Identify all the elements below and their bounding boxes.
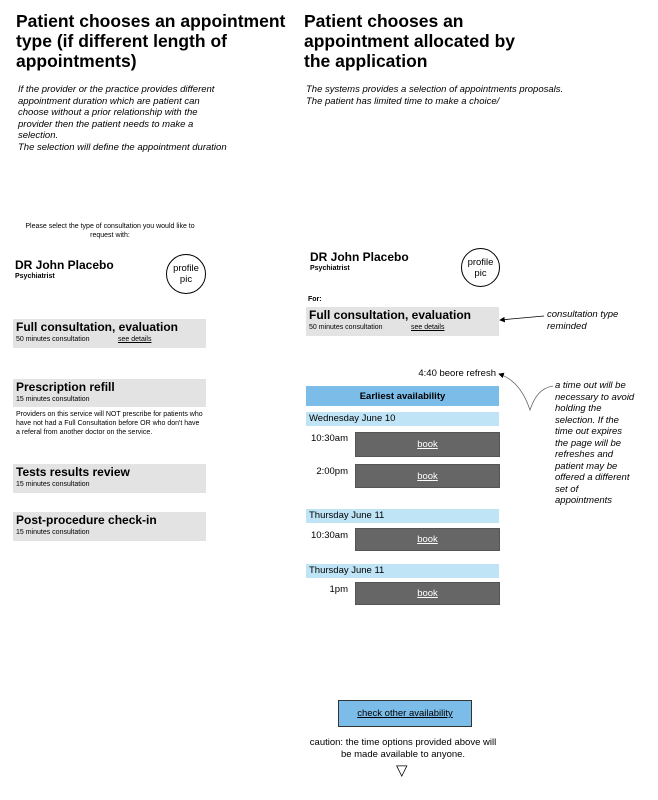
slot-time: 1pm [329, 584, 348, 595]
right-description: The systems provides a selection of appointments proposals. The patient has limited time to make a choice/ [306, 84, 564, 107]
day-header: Thursday June 11 [306, 509, 499, 523]
slot-time: 10:30am [311, 530, 348, 541]
day-header: Thursday June 11 [306, 564, 499, 578]
earliest-availability-header: Earliest availability [306, 386, 499, 406]
doctor-name: DR John Placebo [15, 258, 114, 272]
slot-time: 10:30am [311, 433, 348, 444]
book-button[interactable]: book [355, 464, 500, 488]
option-title: Post-procedure check-in [16, 513, 157, 527]
selected-duration: 50 minutes consultation [309, 324, 383, 331]
slot-time: 2:00pm [316, 466, 348, 477]
option-title: Prescription refill [16, 380, 115, 394]
selected-title: Full consultation, evaluation [309, 308, 472, 322]
annotation-timeout: a time out will be necessary to avoid holding the selection. If the time out expires the page will be refreshes and patient may be offered a different set of appointments [555, 380, 635, 506]
profile-pic: profile pic [461, 248, 500, 287]
prescription-notice: Providers on this service will NOT prescribe for patients who have not had a Full Consultation before OR who don't have a referal from another doctor on the service. [16, 411, 203, 436]
check-other-availability-button[interactable]: check other availability [338, 700, 472, 727]
doctor-specialty: Psychiatrist [15, 273, 55, 280]
book-button[interactable]: book [355, 528, 500, 551]
right-heading: Patient chooses an appointment allocated by the application [304, 11, 515, 71]
caution-text: caution: the time options provided above will be made available to anyone. [309, 737, 497, 760]
annotation-consultation-type: consultation type reminded [547, 309, 619, 332]
profile-pic: profile pic [166, 254, 206, 294]
book-button[interactable]: book [355, 582, 500, 605]
option-title: Tests results review [16, 465, 130, 479]
book-button[interactable]: book [355, 432, 500, 457]
option-duration: 15 minutes consultation [16, 481, 90, 488]
for-label: For: [308, 296, 322, 303]
option-title: Full consultation, evaluation [16, 320, 179, 334]
option-duration: 15 minutes consultation [16, 396, 90, 403]
doctor-specialty: Psychiatrist [310, 265, 350, 272]
left-heading: Patient chooses an appointment type (if different length of appointments) [16, 11, 286, 71]
refresh-timer: 4:40 beore refresh [418, 368, 496, 379]
day-header: Wednesday June 10 [306, 412, 499, 426]
doctor-name: DR John Placebo [310, 250, 409, 264]
timeout-arrow [499, 374, 553, 410]
left-description: If the provider or the practice provides different appointment duration which are patient can choose without a prior relationship with the provider then the patient needs to make a selection. The selection will define the appointment duration [18, 84, 227, 153]
option-duration: 50 minutes consultation [16, 336, 90, 343]
consultation-type-arrow [500, 316, 544, 320]
see-details-link[interactable]: see details [118, 336, 152, 343]
consultation-prompt: Please select the type of consultation you would like to request with: [25, 223, 195, 239]
option-duration: 15 minutes consultation [16, 529, 90, 536]
see-details-link[interactable]: see details [411, 324, 445, 331]
scroll-down-icon[interactable]: ▽ [396, 762, 408, 779]
